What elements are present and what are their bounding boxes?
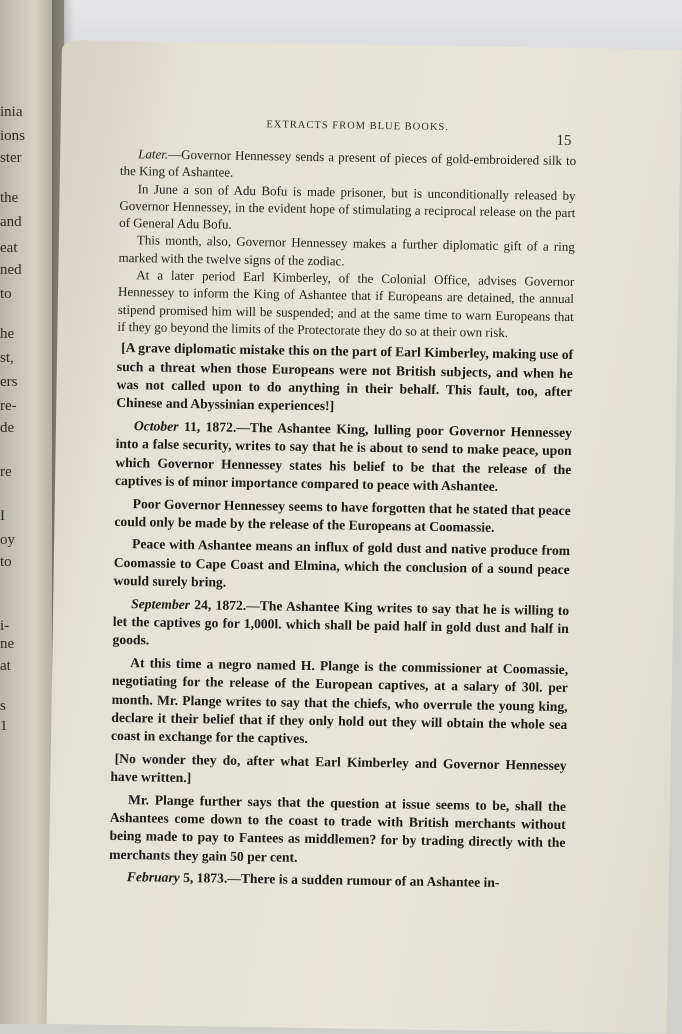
paragraph [112, 594, 569, 656]
paragraph-text: 5, 1873.—There is a sudden rumour of an Ashantee in- [179, 870, 500, 891]
paragraph [109, 790, 566, 871]
paragraph-comment [116, 339, 573, 420]
page-number: 15 [556, 132, 572, 150]
left-page-fragment: inia [0, 104, 23, 120]
paragraph [119, 180, 576, 239]
paragraph-text: At a later period Earl Kimberley, of the Colonial Office, advises Governor Hennessey to inform the King of Ashantee that if Europeans are detained, the annual stipend promised him will be suspended; and at the same time to warn Europeans that if they go beyond the limits of the Protectorate they do so at their own risk. [117, 267, 575, 341]
paragraph-text: [No wonder they do, after what Earl Kimberley and Governor Hennessey have written.] [110, 750, 567, 786]
left-page-fragment: ne [0, 636, 15, 652]
paragraph-date: October [133, 418, 179, 434]
left-page-fragment: re- [0, 398, 17, 414]
paragraph [117, 266, 574, 342]
paragraph-text: Mr. Plange further says that the question at issue seems to be, shall the Ashantees come down to the coast to trade with British merchants without being made to pay to Fantees as middlemen? for by trading directly with the merchants they gain 50 per cent. [109, 791, 567, 865]
left-page-fragment: st, [0, 350, 14, 366]
paragraph-date: Later. [138, 146, 169, 162]
left-page-fragment: ers [0, 374, 18, 390]
paragraph-text: 24, 1872.—The Ashantee King writes to say that he is willing to let the captives go for 1,000l. which shall be paid half in gold dust and half in goods. [112, 596, 570, 648]
paragraph-text: [A grave diplomatic mistake this on the part of Earl Kimberley, making use of such a threat when those Europeans were not British subjects, and when he was not called upon to do anything in their behalf. This fault, too, after Chinese and Abyssinian experiences!] [116, 340, 574, 414]
paragraph-text: Poor Governor Hennessey seems to have forgotten that he stated that peace could only be made by the release of the Europeans at Coomassie. [114, 495, 571, 535]
left-page-fragment: and [0, 214, 22, 230]
left-page-fragment: to [0, 286, 12, 302]
left-page-fragment: s [0, 698, 6, 714]
left-page-fragment: to [0, 554, 12, 570]
left-page-fragment: ions [0, 128, 26, 144]
right-page [47, 40, 682, 1034]
running-title: EXTRACTS FROM BLUE BOOKS. [266, 119, 450, 134]
paragraph-text: This month, also, Governor Hennessey makes a further diplomatic gift of a ring marked with the twelve signs of the zodiac. [118, 232, 575, 269]
left-page-fragment: ster [0, 150, 22, 166]
paragraph-text: Peace with Ashantee means an influx of gold dust and native produce from Coomassie to Cape Coast and Elmina, which the conclusion of a sound peace would surely bring. [113, 536, 571, 590]
left-page-fragment: 1 [0, 718, 8, 734]
left-page-fragment: oy [0, 532, 15, 548]
left-page-fragment: ned [0, 262, 22, 278]
left-page-fragment: the [0, 190, 19, 206]
paragraph-text: At this time a negro named H. Plange is the commissioner at Coomassie, negotiating for the release of the European captives, at a salary of 30l. per month. Mr. Plange writes to say that the chiefs, who overrule the young king, declare it their belief that if they only hold out they will obtain the whole sea coast in exchange for the captives. [110, 654, 569, 747]
paragraph [114, 494, 571, 538]
paragraph-text: —Governor Hennessey sends a present of pieces of gold-embroidered silk to the King of Ashantee. [119, 146, 577, 181]
paragraph [115, 417, 572, 498]
left-page-fragment: I [0, 508, 5, 524]
paragraph [111, 654, 568, 753]
left-page-fragment: re [0, 464, 12, 480]
paragraph-comment [110, 750, 567, 794]
paragraph [109, 868, 565, 894]
paragraph-text: 11, 1872.—The Ashantee King, lulling poor Governor Hennessey into a false security, writes to say that he is about to send to make peace, upon which Governor Hennessey states his belief to be that the release of the captives is of minor importance compared to peace with Ashantee. [114, 418, 573, 495]
paragraph-text: In June a son of Adu Bofu is made prisoner, but is unconditionally released by Governor Hennessey, in the evident hope of stimulating a reciprocal release on the part of General Adu Bofu. [119, 180, 576, 232]
left-page-fragment: de [0, 420, 15, 436]
paragraph-date: September [131, 595, 191, 612]
left-page-fragment: he [0, 326, 15, 342]
left-page-fragment: i- [0, 618, 10, 634]
paragraph [113, 535, 570, 597]
left-page-fragment: eat [0, 240, 18, 256]
left-page-fragment: at [0, 658, 11, 674]
paragraph-date: February [126, 869, 180, 886]
page-body [109, 145, 577, 894]
